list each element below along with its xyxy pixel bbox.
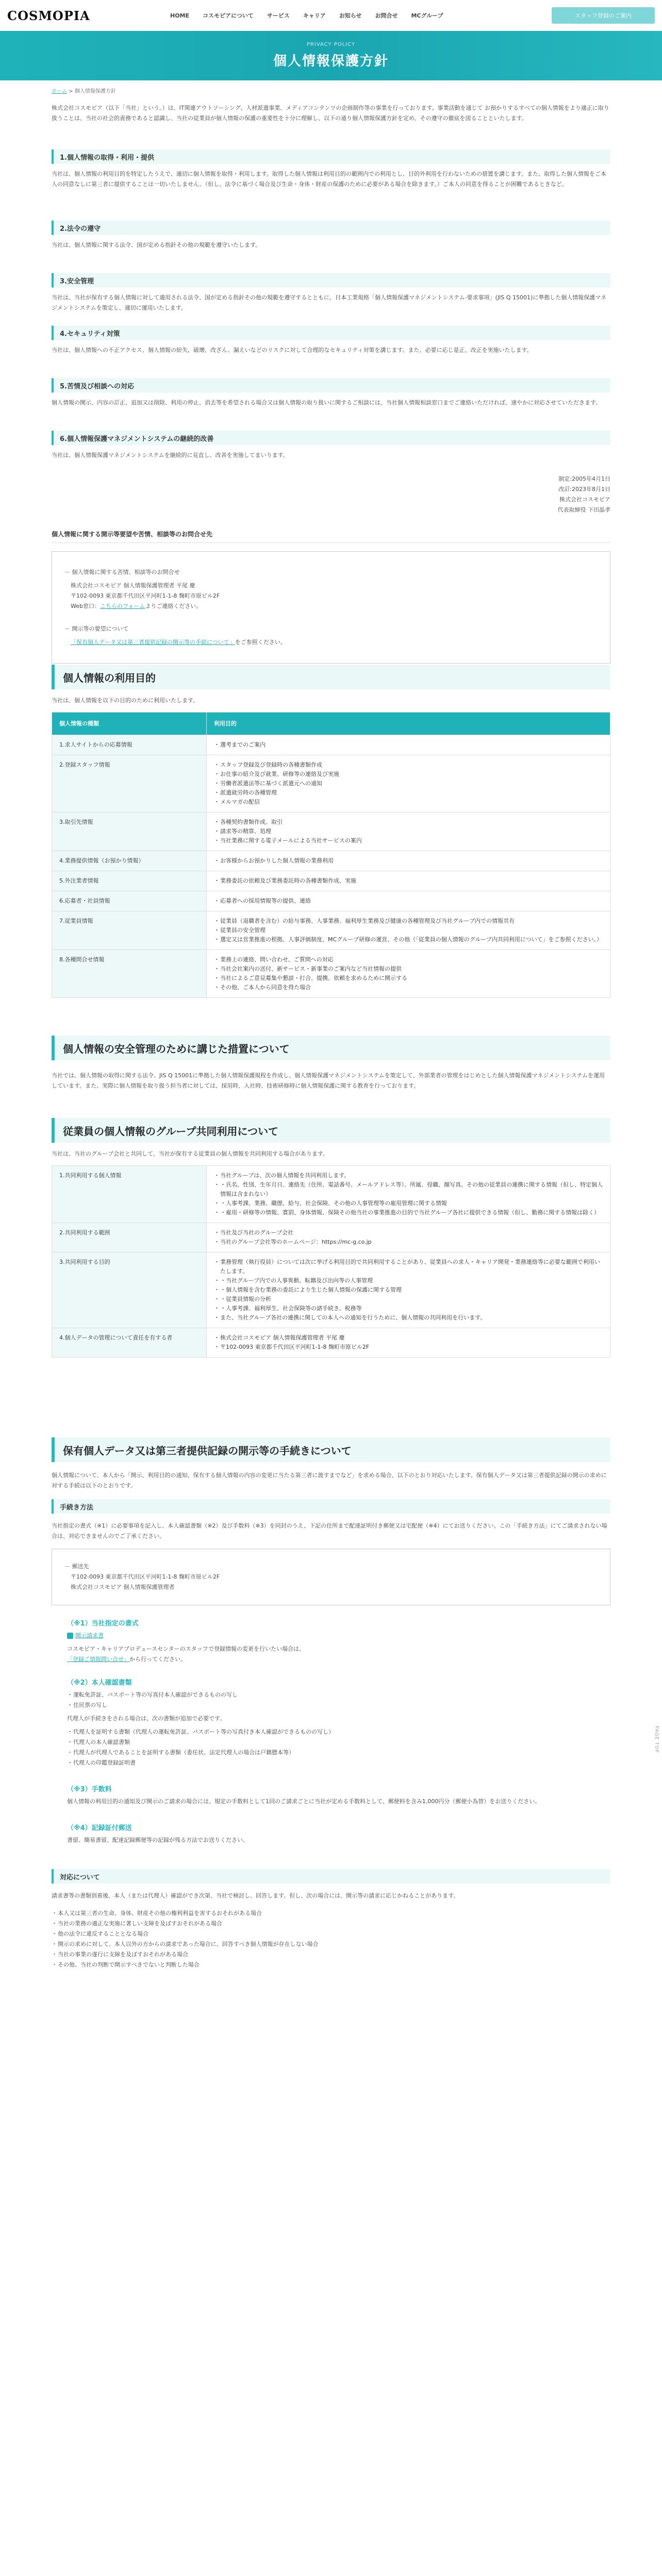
row-value bbox=[207, 911, 610, 950]
table-row bbox=[52, 755, 610, 812]
established-date: 制定:2005年4月1日 bbox=[558, 476, 610, 482]
nav-service[interactable]: サービス bbox=[267, 12, 290, 19]
disclosure-heading: 保有個人データ又は第三者提供記録の開示等の手続きについて bbox=[52, 1437, 610, 1462]
list-item: ・ 代理人が代理人であることを証明する書類（委任状、法定代理人の場合は戸籍謄本等） bbox=[67, 1748, 595, 1758]
list-item: ・ 当社会社案内の送付、新サービス・新事業のご案内など当社情報の提供 bbox=[214, 964, 603, 974]
section-heading: 5.苦情及び相談への対応 bbox=[52, 378, 610, 393]
hero-subtitle: PRIVACY POLICY bbox=[306, 42, 356, 47]
row-label: 4.業務提供情報（お預かり情報） bbox=[52, 851, 207, 871]
note-heading: （※1）当社指定の書式 bbox=[67, 1620, 139, 1628]
contact-line: － 個人情報に関する苦情、相談等のお問合せ bbox=[64, 569, 180, 575]
page-top-button[interactable]: PAGE TOP bbox=[654, 1726, 659, 1753]
section-heading: 3.安全管理 bbox=[52, 273, 610, 287]
list-item: ・ 代理人を証明する書類（代理人の運転免許証、パスポート等の写真付き本人確認ができるものの写し） bbox=[67, 1727, 595, 1737]
contact-box bbox=[52, 551, 610, 664]
contact-form-link[interactable]: こちらのフォーム bbox=[100, 603, 145, 609]
list-item: ・ お仕事の紹介及び就業、研修等の連絡及び実施 bbox=[214, 770, 603, 779]
company-name: 株式会社コスモピア bbox=[559, 496, 610, 503]
list-item: ・ 運転免許証、パスポート等の写真付本人確認ができるものの写し bbox=[67, 1690, 595, 1700]
safety-heading: 個人情報の安全管理のために講じた措置について bbox=[52, 1036, 610, 1060]
row-value bbox=[207, 1223, 610, 1252]
contact-line: 株式会社コスモピア 個人情報保護管理者 平尾 慶 bbox=[71, 582, 195, 589]
row-label: 5.外注業者情報 bbox=[52, 871, 207, 891]
group-lead: 当社は、当社のグループ会社と共同して、当社が保有する従業員の個人情報を共同利用する場合があります。 bbox=[52, 1150, 329, 1157]
table-row bbox=[52, 1166, 610, 1223]
list-item: ・ 当社によるご意見募集や懇談・打合、提携、依頼を求めるために開示する bbox=[214, 974, 603, 983]
list-item: ・ 選定又は営業推進の根拠、人事評価制度、MCグループ研修の運営、その他（「従業員の個人情報のグループ内共同利用について」をご参照ください。） bbox=[214, 935, 603, 944]
staff-register-button[interactable]: スタッフ登録のご案内 bbox=[552, 7, 655, 24]
intro-text: 株式会社コスモピア（以下「当社」という。）は、IT関連アウトソーシング、人材派遣事業、メディアコンテンツの企画制作等の事業を行っております。事業活動を通じて お預かりするすべての個人情報をより適正に取り扱うことは、当社の社会的責務であると認識し、当社の従業員が個人情報の保護の重要性を十分に理解し、以下の通り個人情報保護方針を定め、その遵守の徹底を図ることといたします。 bbox=[52, 105, 609, 122]
list-item: ・ お客様からお預かりした個人情報の業務利用 bbox=[214, 856, 603, 866]
section-heading: 1.個人情報の取得・利用・提供 bbox=[52, 149, 610, 164]
list-item: ・ ・当社グループ内での人事異動、転籍及び出向等の人事管理 bbox=[214, 1276, 603, 1285]
group-table bbox=[52, 1165, 610, 1358]
row-label: 2.共同利用する範囲 bbox=[52, 1223, 207, 1252]
breadcrumb-sep: > bbox=[67, 89, 75, 94]
list-item: ・ 労働者派遣法等に基づく派遣元への通知 bbox=[214, 779, 603, 788]
section-text: 個人情報の開示、内容の訂正、追加又は削除、利用の停止、消去等を希望される場合又は個人情報の取り扱いに関するご相談には、当社個人情報相談窓口までご連絡いただければ、速やかに対応させていただきます。 bbox=[52, 399, 602, 406]
row-value bbox=[207, 851, 610, 871]
list-item: ・ ・雇用・研修等の情報、賞罰、身体情報、保険その他当社の事業推進の目的で当社グループ各社に提供できる情報（但し、勤務に関する情報は除く） bbox=[214, 1208, 603, 1217]
disclosure-lead: 個人情報について、本人から「開示、利用目的の通知、保有する個人情報の内容の変更に当たる第三者に渡すまでなど」を求める場合、以下のとおり対応いたします。保有個人データ又は第三者提供記録の開示の求めに対する手続は以下のとおりです。 bbox=[52, 1472, 607, 1489]
section-text: 当社は、個人情報への不正アクセス、個人情報の紛失、破壊、改ざん、漏えいなどのリスクに対して合理的なセキュリティ対策を講じます。また、必要に応じ是正、改正を実施いたします。 bbox=[52, 347, 533, 353]
contact-web-suffix: よりご連絡ください。 bbox=[145, 603, 202, 609]
list-item: ・ 代理人の印鑑登録証明書 bbox=[67, 1758, 595, 1768]
disclosure-link[interactable]: 「保有個人データ又は第三者提供記録の開示等の手続について」 bbox=[71, 639, 235, 646]
breadcrumb-home[interactable]: ホーム bbox=[52, 89, 67, 94]
contact-line: － 開示等の要望について bbox=[64, 625, 129, 632]
list-item: ・ 請求等の精算、処理 bbox=[214, 827, 603, 836]
row-value bbox=[207, 735, 610, 755]
row-value bbox=[207, 891, 610, 911]
list-item: ・ 当社の業務の適正な実施に著しい支障を及ぼすおそれがある場合 bbox=[52, 1919, 610, 1929]
list-item: ・ ・人事考課、業務、職歴、給与、社会保険、その他の人事管理等の雇用管理に関する情報 bbox=[214, 1199, 603, 1208]
list-item: ・ 当社のグループ会社等のホームページ：https://mc-g.co.jp bbox=[214, 1238, 603, 1247]
row-value bbox=[207, 812, 610, 851]
group-heading: 従業員の個人情報のグループ共同利用について bbox=[52, 1118, 610, 1143]
contact-web-label: Web窓口： bbox=[71, 603, 100, 609]
note-text: 書留、簡易書留、配達記録郵便等の記録が残る方法でお送りください。 bbox=[67, 1837, 249, 1843]
list-item: ・ 当社業務に関する電子メールによる当社サービスの案内 bbox=[214, 836, 603, 845]
mail-line: － 郵送先 bbox=[64, 1563, 89, 1570]
id-doc-list bbox=[67, 1687, 595, 1714]
list-item: ・ 本人又は第三者の生命、身体、財産その他の権利利益を害するおそれがある場合 bbox=[52, 1908, 610, 1919]
list-item: ・ その他、ご本人から同意を得た場合 bbox=[214, 983, 603, 992]
list-item: ・ 〒102-0093 東京都千代田区平河町1-1-8 麹町市原ビル2F bbox=[214, 1343, 603, 1352]
list-item: ・ ・個人情報を含む業務の委託により生じた個人情報の保護に関する管理 bbox=[214, 1285, 603, 1295]
note-heading: （※2）本人確認書類 bbox=[67, 1679, 132, 1687]
table-header: 個人情報の種類 bbox=[52, 713, 207, 735]
procedure-text: 当社指定の書式（※1）に必要事項を記入し、本人確認書類（※2）及び手数料（※3）を同封のうえ、下記の住所まで配達証明付き郵便又は宅配便（※4）にてお送りください。この「手続き方法」にてご請求されない場合は、対応できませんのでご了承ください。 bbox=[52, 1522, 607, 1539]
section-text: 当社は、当社が保有する個人情報に対して適用される法令、国が定める指針その他の規範を遵守するとともに、日本工業規格「個人情報保護マネジメントシステム-要求事項」(JIS Q 15001)に準拠した個人情報保護マネジメントシステムを策定し、適切に運用いたします。 bbox=[52, 294, 607, 311]
contact-address: 〒102-0093 東京都千代田区平河町1-1-8 麹町市原ビル2F bbox=[71, 592, 220, 599]
signature-block bbox=[52, 474, 610, 515]
list-item: ・ 応募者への採用情報等の提供、連絡 bbox=[214, 896, 603, 906]
table-row bbox=[52, 871, 610, 891]
list-item: ・ 各種契約書類作成、取引 bbox=[214, 818, 603, 827]
response-list bbox=[52, 1908, 610, 1970]
disclosure-suffix: をご参照ください。 bbox=[235, 639, 286, 646]
list-item: ・ 開示の求めに対して、本人以外の方からの請求であった場合に、回答すべき個人情報が存在しない場合 bbox=[52, 1939, 610, 1950]
nav-career[interactable]: キャリア bbox=[303, 12, 326, 19]
response-heading: 対応について bbox=[52, 1869, 610, 1884]
row-label: 4.個人データの管理について責任を有する者 bbox=[52, 1328, 207, 1358]
procedure-heading: 手続き方法 bbox=[52, 1499, 610, 1514]
list-item: ・ 従業員の安全管理 bbox=[214, 926, 603, 935]
row-value bbox=[207, 950, 610, 998]
row-label: 1.求人サイトからの応募情報 bbox=[52, 735, 207, 755]
note-text: コスモピア・キャリアプロデュースセンターのスタッフで登録情報の変更を行いたい場合は、 bbox=[67, 1646, 305, 1652]
row-value bbox=[207, 871, 610, 891]
table-header: 利用目的 bbox=[207, 713, 610, 735]
agent-doc-list bbox=[67, 1724, 595, 1771]
registration-info-link[interactable]: 「登録ご情報問い合せ」 bbox=[67, 1656, 129, 1663]
list-item: ・ 他の法令に違反することとなる場合 bbox=[52, 1929, 610, 1939]
list-item: ・ 業務上の連絡、問い合わせ、ご質問への対応 bbox=[214, 955, 603, 964]
list-item: ・ 当社の事業の遂行に支障を及ぼすおそれがある場合 bbox=[52, 1950, 610, 1960]
list-item: ・ 住民票の写し bbox=[67, 1700, 595, 1710]
row-label: 7.従業員情報 bbox=[52, 911, 207, 950]
section-heading: 6.個人情報保護マネジメントシステムの継続的改善 bbox=[52, 431, 610, 445]
list-item: ・ メルマガの配信 bbox=[214, 798, 603, 807]
table-row bbox=[52, 812, 610, 851]
main-nav bbox=[170, 0, 457, 31]
mail-line: 株式会社コスモピア 個人情報保護管理者 bbox=[71, 1584, 175, 1590]
row-label: 3.共同利用する目的 bbox=[52, 1252, 207, 1328]
list-item: ・ 当社グループは、次の個人情報を共同利用します。 bbox=[214, 1171, 603, 1180]
row-label: 2.登録スタッフ情報 bbox=[52, 755, 207, 812]
table-row bbox=[52, 1223, 610, 1252]
note-text: から行ってください。 bbox=[129, 1656, 186, 1663]
table-row bbox=[52, 851, 610, 871]
response-text: 請求書等の書類到着後、本人（または代理人）確認ができ次第、当社で検討し、回答します。但し、次の場合には、開示等の請求に応じかねることがあります。 bbox=[52, 1892, 459, 1899]
purpose-table bbox=[52, 712, 610, 998]
row-label: 8.各種問合せ情報 bbox=[52, 950, 207, 998]
section-text: 当社は、個人情報の利用目的を特定したうえで、適切に個人情報を取得・利用します。取得した個人情報は利用目的の範囲内での利用とし、目的外利用を行わないための措置を講じます。また、取得した個人情報をご本人の同意なしに第三者に提供することは一切いたしません。（但し、法令に基づく場合及び生命・身体・財産の保護のために必要がある場合を除きます。）ご本人の同意を得ることが困難であるときなど。 bbox=[52, 171, 607, 188]
row-label: 3.取引先情報 bbox=[52, 812, 207, 851]
purpose-lead: 当社は、個人情報を以下の目的のために利用いたします。 bbox=[52, 697, 199, 704]
list-item: ・ 当社及び当社のグループ会社 bbox=[214, 1228, 603, 1238]
row-label: 1.共同利用する個人情報 bbox=[52, 1166, 207, 1223]
table-row bbox=[52, 735, 610, 755]
list-item: ・ スタッフ登録及び登録時の各種書類作成 bbox=[214, 760, 603, 770]
section-text: 当社は、個人情報保護マネジメントシステムを継続的に見直し、改善を実施してまいります。 bbox=[52, 452, 289, 459]
row-value bbox=[207, 755, 610, 812]
note-text: 個人情報の利用目的の通知及び開示のご請求の場合には、規定の手数料として1回のご請求ごとに当社が定める手数料として、郵便料を含み1,000円分（郵便小為替）をお送りください。 bbox=[67, 1798, 541, 1805]
list-item: ・ ・従業員情報の分析 bbox=[214, 1295, 603, 1304]
site-header bbox=[0, 0, 662, 31]
safety-text: 当社では、個人情報の取得に関する法令、JIS Q 15001に準拠した個人情報保護規程を作成し、個人情報保護マネジメントシステムを策定して、外部業者の管理をはじめとした個人情報保護マネジメントシステムを運用しています。また、実際に個人情報を取り扱う担当者に対しては、採用時、入社時、技術研修時に個人情報保護に関する教育を行っております。 bbox=[52, 1072, 605, 1089]
table-row bbox=[52, 1328, 610, 1358]
note-text: 代理人が手続きをされる場合は、次の書類が追加で必要です。 bbox=[67, 1715, 226, 1722]
list-item: ・ 株式会社コスモピア 個人情報保護管理者 平尾 慶 bbox=[214, 1333, 603, 1343]
section-text: 当社は、個人情報に関する法令、国が定める指針その他の規範を遵守いたします。 bbox=[52, 242, 261, 248]
mail-address-box bbox=[52, 1549, 610, 1605]
nav-news[interactable]: お知らせ bbox=[339, 12, 362, 19]
section-heading: 2.法令の遵守 bbox=[52, 221, 610, 235]
purpose-heading: 個人情報の利用目的 bbox=[52, 665, 610, 689]
list-item: ・ また、当社グループ各社の連携に関しての本人への通知を行うために、個人情報の共同利用を行います。 bbox=[214, 1313, 603, 1323]
row-value bbox=[207, 1166, 610, 1223]
nav-about[interactable]: コスモピアについて bbox=[203, 12, 254, 19]
document-icon bbox=[67, 1633, 73, 1639]
list-item: ・ ・氏名、性別、生年月日、連絡先（住所、電話番号、メールアドレス等）、所属、役職、顔写真、その他の従業員の連携に関する情報（但し、特定個人情報は含まれない） bbox=[214, 1180, 603, 1199]
contact-heading: 個人情報に関する開示等要望や苦情、相談等のお問合せ先 bbox=[52, 526, 610, 543]
page-hero bbox=[0, 31, 662, 80]
list-item: ・ 選考までのご案内 bbox=[214, 740, 603, 750]
breadcrumb-current: 個人情報保護方針 bbox=[74, 89, 116, 94]
policy-content bbox=[52, 103, 610, 124]
breadcrumb bbox=[0, 80, 662, 98]
nav-contact[interactable]: お問合せ bbox=[375, 12, 398, 19]
mail-line: 〒102-0093 東京都千代田区平河町1-1-8 麹町市原ビル2F bbox=[71, 1573, 220, 1580]
note-heading: （※3）手数料 bbox=[67, 1786, 112, 1793]
nav-home[interactable]: HOME bbox=[170, 12, 190, 19]
row-value bbox=[207, 1252, 610, 1328]
list-item: ・ 代理人の本人確認書類 bbox=[67, 1737, 595, 1748]
site-logo[interactable]: COSMOPIA bbox=[7, 8, 90, 23]
list-item: ・ その他、当社の判断で開示すべきでないと判断した場合 bbox=[52, 1960, 610, 1970]
row-value bbox=[207, 1328, 610, 1358]
table-row bbox=[52, 1252, 610, 1328]
revised-date: 改訂:2023年8月1日 bbox=[558, 486, 610, 493]
list-item: ・ 業務管理（執行役員）については次に挙げる利用目的で共同利用することがあり、従業員への求人・キャリア開発・業務連絡等に必要な範囲で利用いたします。 bbox=[214, 1258, 603, 1276]
nav-mc-group[interactable]: MCグループ bbox=[411, 12, 443, 19]
table-row bbox=[52, 891, 610, 911]
list-item: ・ ・人事考課、福利厚生、社会保険等の諸手続き、税務等 bbox=[214, 1304, 603, 1313]
list-item: ・ 従業員（退職者を含む）の給与事務、人事業務、福利厚生業務及び健康の各種管理及び当社グループ内での情報共有 bbox=[214, 917, 603, 926]
list-item: ・ 派遣就労時の各種管理 bbox=[214, 788, 603, 798]
section-heading: 4.セキュリティ対策 bbox=[52, 326, 610, 340]
page-title: 個人情報保護方針 bbox=[273, 54, 389, 69]
row-label: 6.応募者・社員情報 bbox=[52, 891, 207, 911]
table-row bbox=[52, 911, 610, 950]
representative: 代表取締役 下田晶孝 bbox=[557, 506, 610, 513]
note-heading: （※4）記録証付郵送 bbox=[67, 1824, 132, 1832]
list-item: ・ 業務委託の依頼及び業務委託時の各種書類作成、実施 bbox=[214, 876, 603, 886]
request-form-link[interactable]: 開示請求書 bbox=[75, 1632, 104, 1639]
table-row bbox=[52, 950, 610, 998]
